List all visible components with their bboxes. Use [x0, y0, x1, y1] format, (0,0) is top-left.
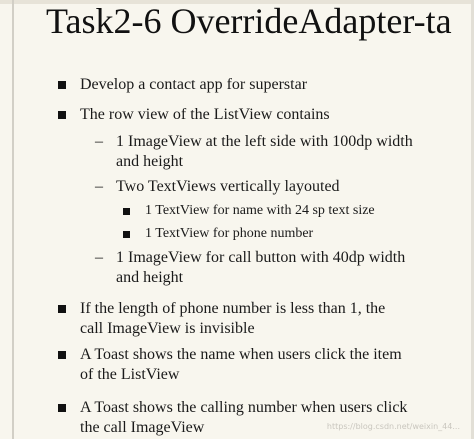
bullet-toast-name-line2: of the ListView	[80, 366, 180, 383]
bullet-square-icon	[123, 231, 130, 238]
bullet-phone-length-line1: If the length of phone number is less than 1, the	[80, 300, 386, 317]
watermark-url: https://blog.csdn.net/weixin_44...	[326, 422, 460, 431]
bullet-develop-contact-app: Develop a contact app for superstar	[80, 76, 308, 93]
dash-icon: –	[95, 249, 103, 266]
dash-icon: –	[95, 178, 103, 195]
bullet-toast-number-line2: the call ImageView	[80, 419, 205, 436]
left-rule	[12, 0, 14, 439]
sub-imageview-call-line1: 1 ImageView for call button with 40dp width	[116, 249, 406, 266]
slide-title: Task2-6 OverrideAdapter-ta	[46, 1, 452, 41]
bullet-toast-number-line1: A Toast shows the calling number when users click	[80, 399, 408, 416]
bullet-square-icon	[58, 305, 66, 313]
bullet-row-view: The row view of the ListView contains	[80, 106, 330, 123]
bullet-square-icon	[58, 404, 66, 412]
sub-imageview-left-line2: and height	[116, 153, 184, 170]
sub-imageview-left-line1: 1 ImageView at the left side with 100dp width	[116, 133, 413, 150]
bullet-square-icon	[58, 351, 66, 359]
bullet-toast-name-line1: A Toast shows the name when users click the item	[80, 346, 402, 363]
dash-icon: –	[95, 133, 103, 150]
sub-two-textviews: Two TextViews vertically layouted	[116, 178, 340, 195]
bullet-phone-length-line2: call ImageView is invisible	[80, 320, 255, 337]
sub-imageview-call-line2: and height	[116, 269, 184, 286]
sub-sub-textview-phone: 1 TextView for phone number	[145, 226, 314, 241]
bullet-square-icon	[123, 208, 130, 215]
sub-sub-textview-name: 1 TextView for name with 24 sp text size	[145, 203, 375, 218]
bullet-square-icon	[58, 81, 66, 89]
bullet-square-icon	[58, 111, 66, 119]
